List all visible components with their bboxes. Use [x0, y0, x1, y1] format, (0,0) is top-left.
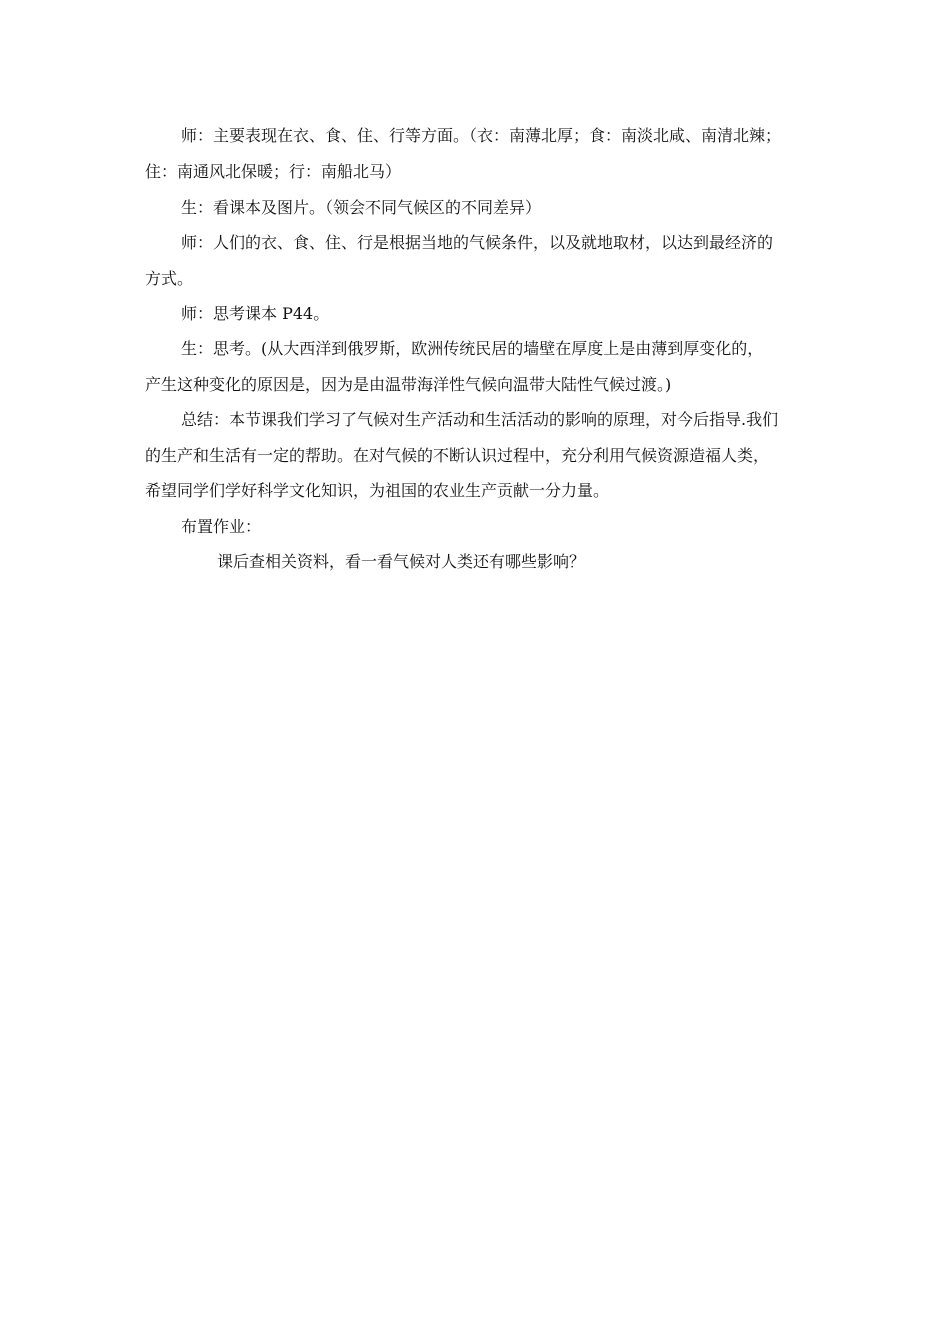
paragraph-teacher-economy-cont: 方式。	[145, 269, 194, 288]
paragraph-teacher-main-aspects: 师：主要表现在衣、食、住、行等方面。（衣：南薄北厚；食：南淡北咸、南清北辣；	[181, 126, 782, 145]
paragraph-teacher-main-aspects-cont: 住：南通风北保暖；行：南船北马）	[145, 162, 402, 181]
paragraph-summary-cont-1: 的生产和生活有一定的帮助。在对气候的不断认识过程中，充分利用气候资源造福人类，	[145, 446, 770, 465]
paragraph-student-think: 生：思考。(从大西洋到俄罗斯，欧洲传统民居的墙壁在厚度上是由薄到厚变化的，	[181, 339, 764, 358]
paragraph-teacher-think: 师：思考课本 P44。	[181, 304, 330, 323]
paragraph-teacher-economy: 师：人们的衣、食、住、行是根据当地的气候条件，以及就地取材，以达到最经济的	[181, 233, 774, 252]
paragraph-summary-cont-2: 希望同学们学好科学文化知识，为祖国的农业生产贡献一分力量。	[145, 481, 610, 500]
paragraph-student-think-cont: 产生这种变化的原因是，因为是由温带海洋性气候向温带大陆性气候过渡。)	[145, 375, 672, 394]
homework-task: 课后查相关资料，看一看气候对人类还有哪些影响？	[217, 552, 586, 571]
homework-heading: 布置作业：	[181, 517, 262, 536]
paragraph-student-read: 生：看课本及图片。（领会不同气候区的不同差异）	[181, 198, 542, 217]
paragraph-summary: 总结：本节课我们学习了气候对生产活动和生活活动的影响的原理，对今后指导.我们	[181, 410, 779, 429]
